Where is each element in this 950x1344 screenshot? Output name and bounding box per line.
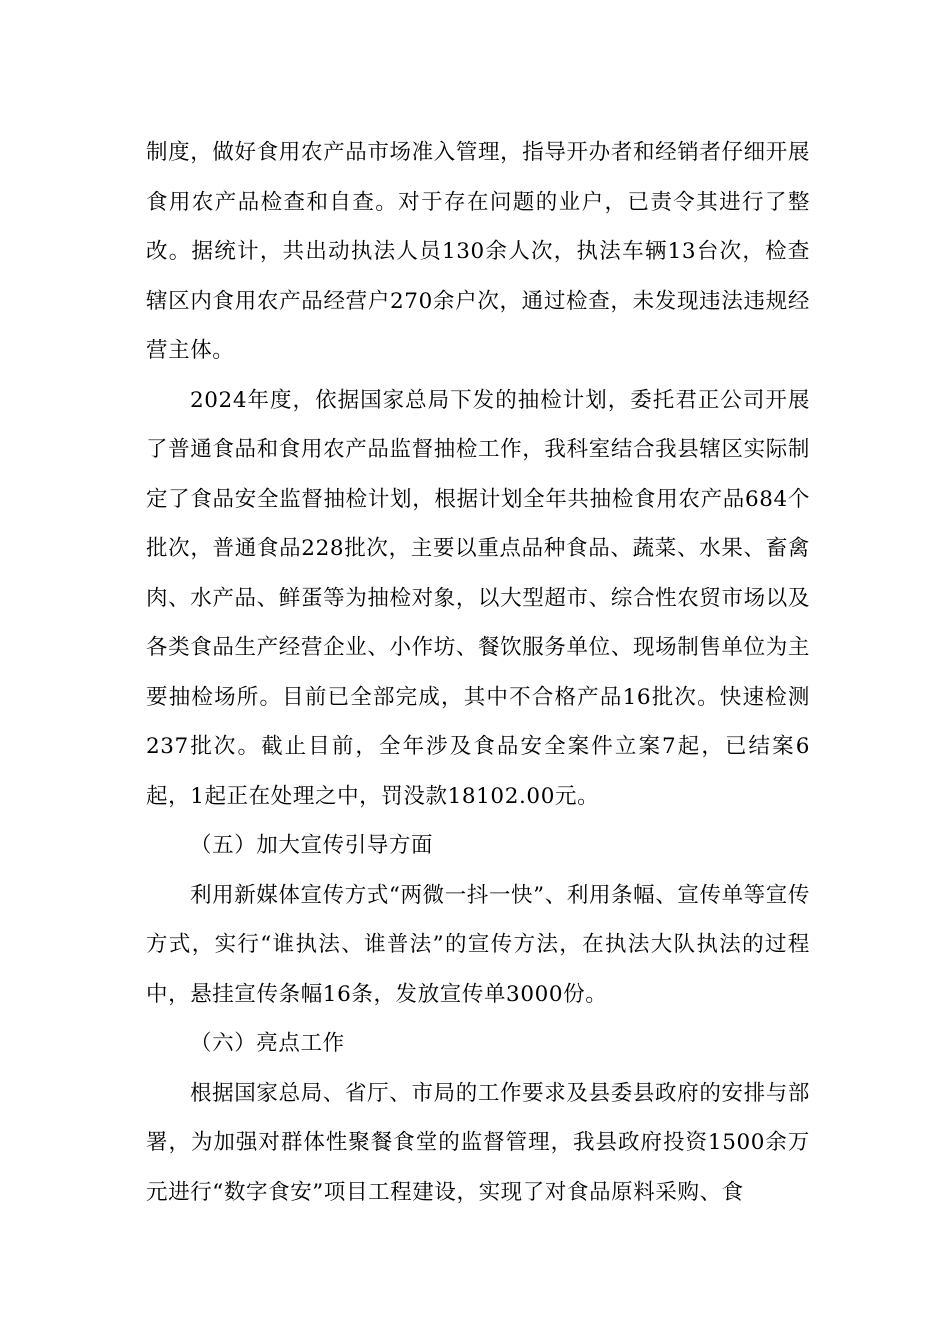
document-page <box>146 128 810 1217</box>
paragraph-sampling-inspection: 2024年度，依据国家总局下发的抽检计划，委托君正公司开展了普通食品和食用农产品监督抽检工作，我科室结合我县辖区实际制定了食品安全监督抽检计划，根据计划全年共抽检食用农产品684个批次，普通食品228批次，主要以重点品种食品、蔬菜、水果、畜禽肉、水产品、鲜蛋等为抽检对象，以大型超市、综合性农贸市场以及各类食品生产经营企业、小作坊、餐饮服务单位、现场制售单位为主要抽检场所。目前已全部完成，其中不合格产品16批次。快速检测237批次。截止目前，全年涉及食品安全案件立案7起，已结案6起，1起正在处理之中，罚没款18102.00元。 <box>146 387 810 809</box>
section-heading-publicity: （五）加大宣传引导方面 <box>190 833 434 858</box>
section-heading-highlights: （六）亮点工作 <box>190 1031 345 1056</box>
paragraph-highlights: 根据国家总局、省厅、市局的工作要求及县委县政府的安排与部署，为加强对群体性聚餐食堂的监督管理，我县政府投资1500余万元进行“数字食安”项目工程建设，实现了对食品原料采购、食 <box>146 1080 810 1205</box>
paragraph-publicity: 利用新媒体宣传方式“两微一抖一快”、利用条幅、宣传单等宣传方式，实行“谁执法、谁普法”的宣传方法，在执法大队执法的过程中，悬挂宣传条幅16条，发放宣传单3000份。 <box>146 882 810 1007</box>
paragraph-market-access: 制度，做好食用农产品市场准入管理，指导开办者和经销者仔细开展食用农产品检查和自查。对于存在问题的业户，已责令其进行了整改。据统计，共出动执法人员130余人次，执法车辆13台次，检查辖区内食用农产品经营户270余户次，通过检查，未发现违法违规经营主体。 <box>146 140 810 363</box>
